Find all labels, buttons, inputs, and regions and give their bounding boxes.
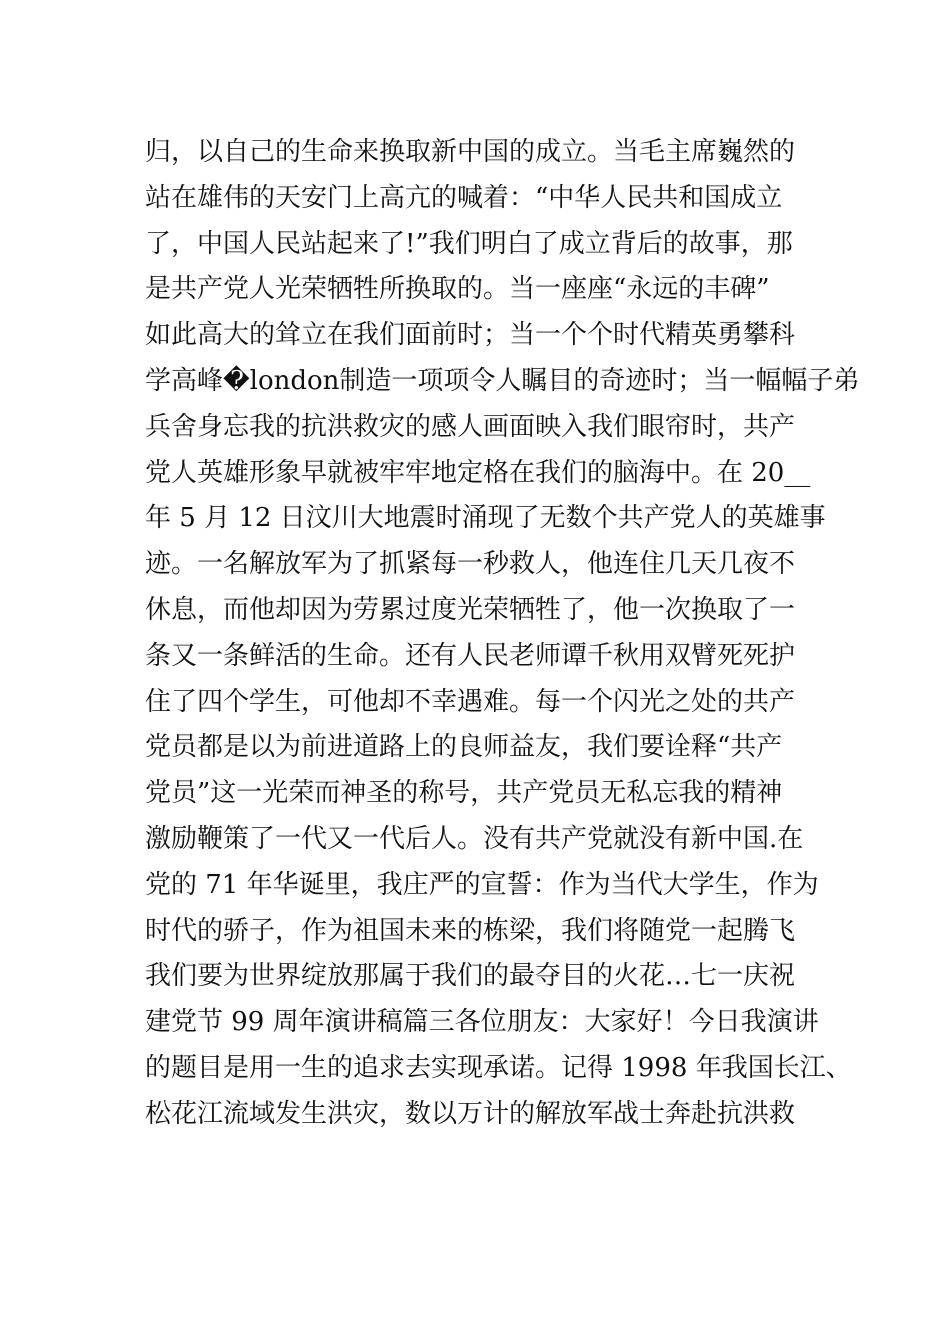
text-line-19: 我们要为世界绽放那属于我们的最夺目的火花…七一庆祝 xyxy=(145,961,796,992)
text-line-21: 的题目是用一生的追求去实现承诺。记得 1998 年我国长江、 xyxy=(145,1052,852,1083)
text-line-18: 时代的骄子，作为祖国未来的栋梁，我们将随党一起腾飞 xyxy=(145,915,796,946)
text-line-16: 激励鞭策了一代又一代后人。没有共产党就没有新中国.在 xyxy=(145,823,804,854)
body-text xyxy=(145,130,860,1138)
text-line-11: 休息，而他却因为劳累过度光荣牺牲了，他一次换取了一 xyxy=(145,594,796,625)
text-line-6: 学高峰�london制造一项项令人瞩目的奇迹时；当一幅幅子弟 xyxy=(145,365,860,396)
text-line-17: 党的 71 年华诞里，我庄严的宣誓：作为当代大学生，作为 xyxy=(145,869,819,900)
text-line-15: 党员”这一光荣而神圣的称号，共产党员无私忘我的精神 xyxy=(145,778,783,809)
text-line-3: 了，中国人民站起来了!”我们明白了成立背后的故事，那 xyxy=(145,228,793,259)
text-line-2: 站在雄伟的天安门上高亢的喊着：“中华人民共和国成立 xyxy=(145,182,783,213)
text-line-22: 松花江流域发生洪灾，数以万计的解放军战士奔赴抗洪救 xyxy=(145,1098,796,1129)
text-line-9: 年 5 月 12 日汶川大地震时涌现了无数个共产党人的英雄事 xyxy=(145,503,826,534)
text-line-10: 迹。一名解放军为了抓紧每一秒救人，他连住几天几夜不 xyxy=(145,549,796,580)
text-line-7: 兵舍身忘我的抗洪救灾的感人画面映入我们眼帘时，共产 xyxy=(145,411,796,442)
text-line-5: 如此高大的耸立在我们面前时；当一个个时代精英勇攀科 xyxy=(145,320,796,351)
text-line-14: 党员都是以为前进道路上的良师益友，我们要诠释“共产 xyxy=(145,732,783,763)
text-line-8: 党人英雄形象早就被牢牢地定格在我们的脑海中。在 20__ xyxy=(145,457,811,488)
text-line-1: 归，以自己的生命来换取新中国的成立。当毛主席巍然的 xyxy=(145,137,796,167)
text-line-12: 条又一条鲜活的生命。还有人民老师谭千秋用双臂死死护 xyxy=(145,640,796,671)
text-line-13: 住了四个学生，可他却不幸遇难。每一个闪光之处的共产 xyxy=(145,686,796,717)
text-line-4: 是共产党人光荣牺牲所换取的。当一座座“永远的丰碑” xyxy=(145,274,770,305)
text-line-20: 建党节 99 周年演讲稿篇三各位朋友：大家好！今日我演讲 xyxy=(145,1007,819,1038)
